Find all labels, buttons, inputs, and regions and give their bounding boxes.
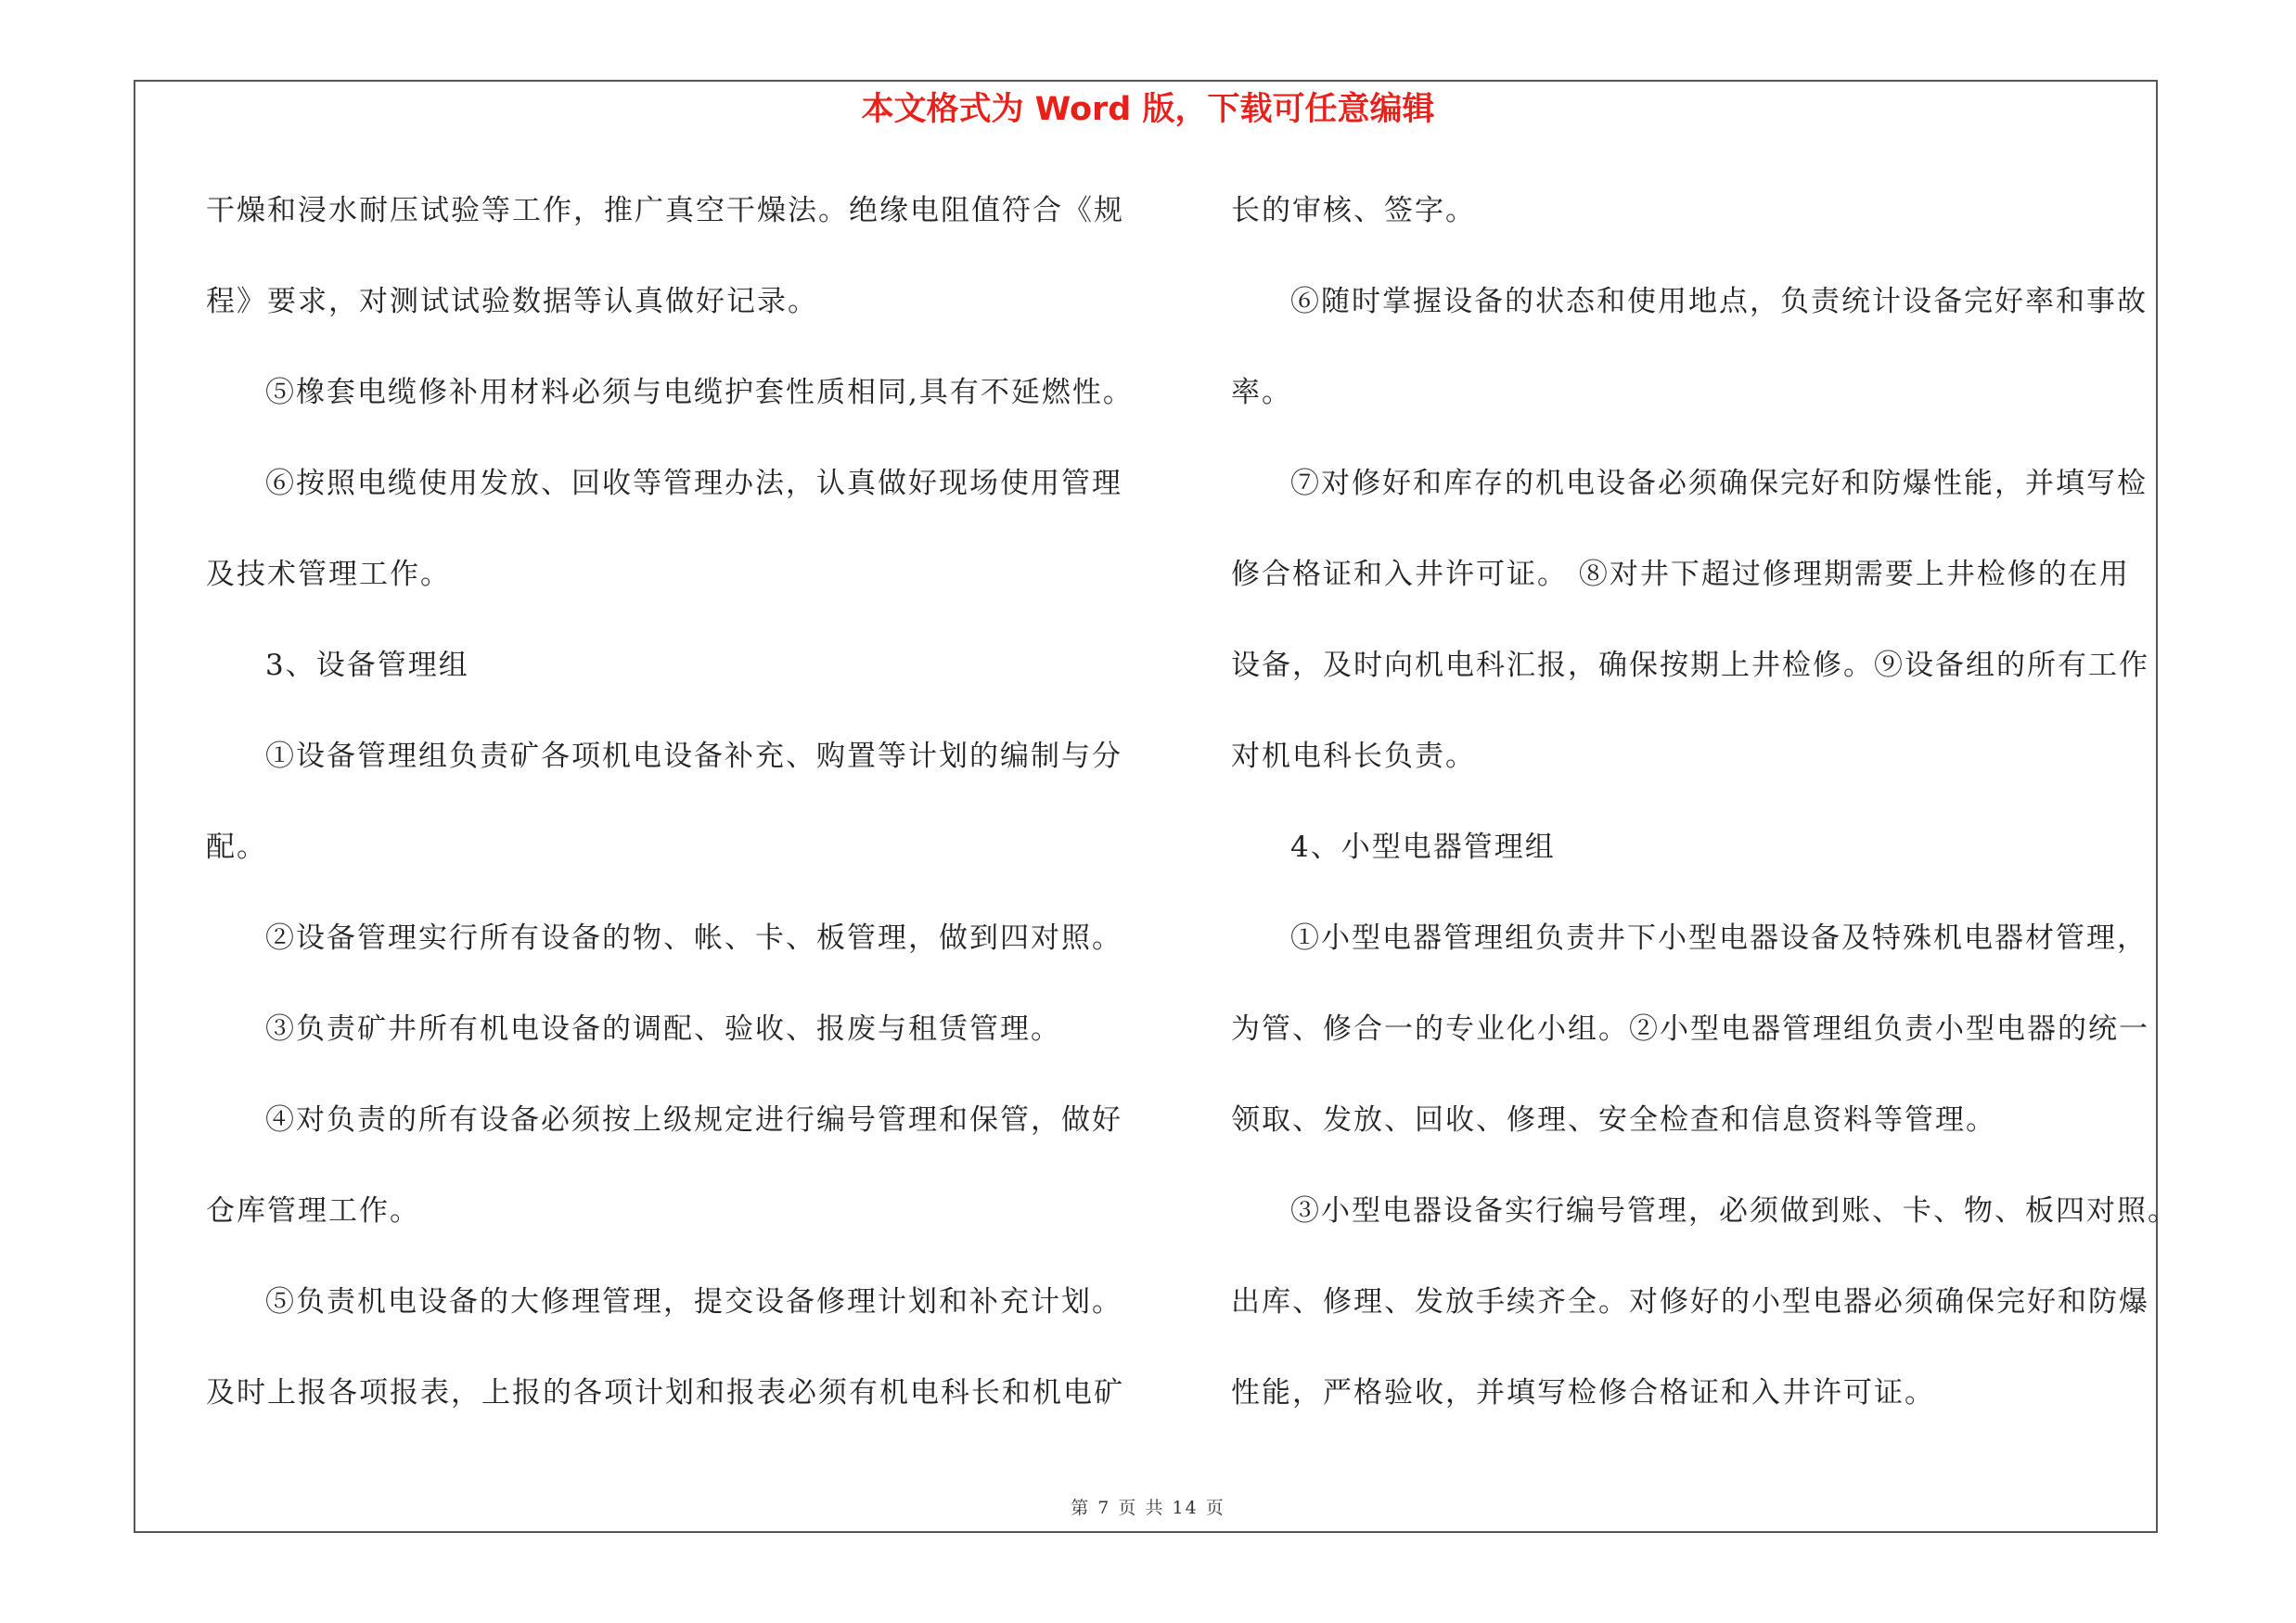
section-heading: 3、设备管理组 (265, 649, 469, 682)
text-line: ①小型电器管理组负责井下小型电器设备及特殊机电器材管理， (1290, 921, 2148, 955)
text-line: 出库、修理、发放手续齐全。对修好的小型电器必须确保完好和防爆 (1231, 1285, 2149, 1319)
text-line: ③负责矿井所有机电设备的调配、验收、报废与租赁管理。 (265, 1012, 1061, 1046)
text-line: 对机电科长负责。 (1231, 740, 1476, 773)
text-line: ⑦对修好和库存的机电设备必须确保完好和防爆性能，并填写检 (1290, 467, 2148, 500)
left-column (206, 182, 1161, 1455)
text-line: ②设备管理实行所有设备的物、帐、卡、板管理，做到四对照。 (265, 921, 1122, 955)
text-line: 领取、发放、回收、修理、安全检查和信息资料等管理。 (1231, 1103, 1996, 1137)
text-line: ①设备管理组负责矿各项机电设备补充、购置等计划的编制与分 (265, 740, 1122, 773)
text-line: ⑤负责机电设备的大修理管理，提交设备修理计划和补充计划。 (265, 1285, 1122, 1319)
text-line: 修合格证和入井许可证。 ⑧对井下超过修理期需要上井检修的在用 (1231, 558, 2130, 591)
text-line: 性能，严格验收，并填写检修合格证和入井许可证。 (1231, 1376, 1935, 1410)
text-line: 率。 (1231, 376, 1292, 409)
right-column (1231, 182, 2178, 1455)
text-line: ③小型电器设备实行编号管理，必须做到账、卡、物、板四对照。 (1290, 1194, 2178, 1228)
text-line: 为管、修合一的专业化小组。②小型电器管理组负责小型电器的统一 (1231, 1012, 2149, 1046)
section-heading: 4、小型电器管理组 (1290, 831, 1556, 864)
text-line: 及时上报各项报表，上报的各项计划和报表必须有机电科长和机电矿 (206, 1376, 1124, 1410)
text-line: 及技术管理工作。 (206, 558, 451, 591)
text-line: ⑤橡套电缆修补用材料必须与电缆护套性质相同,具有不延燃性。 (265, 376, 1134, 409)
text-line: 配。 (206, 831, 267, 864)
text-line: 设备，及时向机电科汇报，确保按期上井检修。⑨设备组的所有工作 (1231, 649, 2149, 682)
text-line: 仓库管理工作。 (206, 1194, 420, 1228)
text-line: 干燥和浸水耐压试验等工作，推广真空干燥法。绝缘电阻值符合《规 (206, 194, 1124, 227)
text-line: 长的审核、签字。 (1231, 194, 1476, 227)
text-line: 程》要求，对测试试验数据等认真做好记录。 (206, 285, 818, 318)
text-line: ⑥按照电缆使用发放、回收等管理办法，认真做好现场使用管理 (265, 467, 1122, 500)
text-line: ⑥随时掌握设备的状态和使用地点，负责统计设备完好率和事故 (1290, 285, 2148, 318)
page-number-footer: 第 7 页 共 14 页 (1071, 1498, 1225, 1518)
word-format-banner: 本文格式为 Word 版，下载可任意编辑 (861, 91, 1435, 128)
text-line: ④对负责的所有设备必须按上级规定进行编号管理和保管，做好 (265, 1103, 1122, 1137)
